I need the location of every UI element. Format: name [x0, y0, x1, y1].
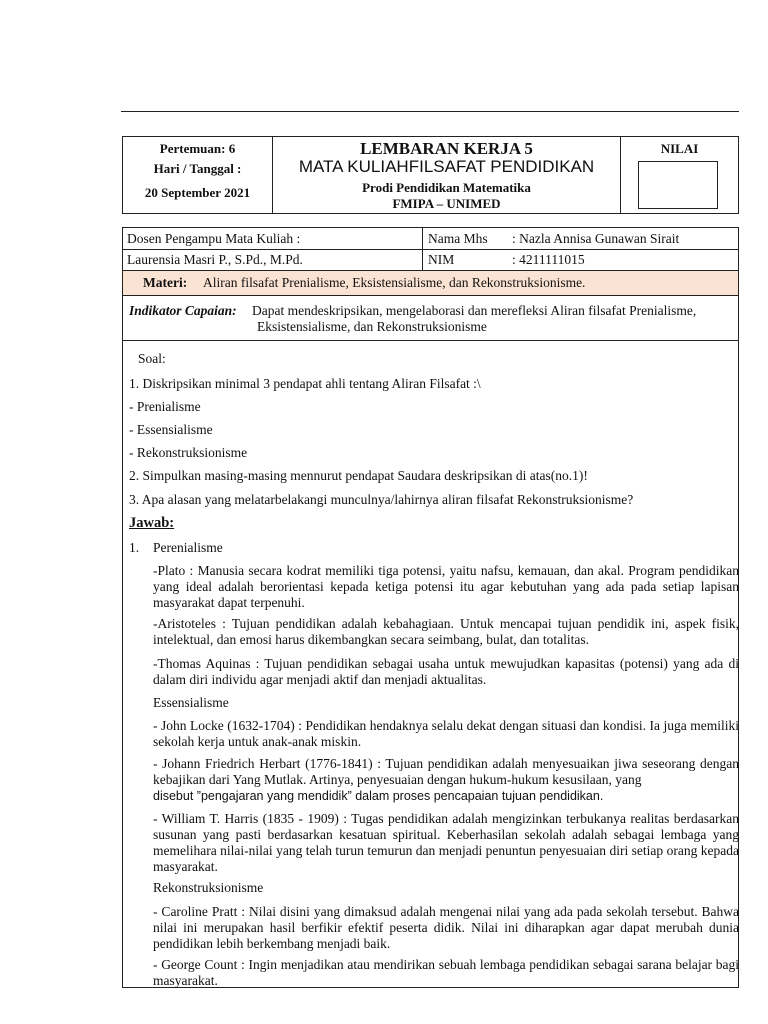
student-name-label: Nama Mhs [428, 231, 488, 246]
lecturer-name: Laurensia Masri P., S.Pd., M.Pd. [127, 252, 303, 267]
day-date-label: Hari / Tanggal : [153, 161, 242, 176]
indicator-label: Indikator Capaian: [129, 303, 237, 318]
title-block [273, 137, 621, 213]
material-label: Materi: [143, 275, 188, 290]
answer-heading: Jawab: [129, 515, 175, 531]
student-name: : Nazla Annisa Gunawan Sirait [512, 231, 680, 246]
question-1-item: - Rekonstruksionisme [129, 445, 248, 460]
indicator-text-line2: Eksistensialisme, dan Rekonstruksionisme [257, 319, 487, 334]
material-row [122, 271, 739, 296]
question-1: 1. Diskripsikan minimal 3 pendapat ahli tentang Aliran Filsafat :\ [129, 376, 481, 391]
meeting-number: Pertemuan: 6 [159, 141, 236, 156]
worksheet-header [122, 136, 739, 214]
paragraph-harris: - William T. Harris (1835 - 1909) : Tugas pendidikan adalah mengizinkan terbukanya realitas berdasarkan susunan yang pasti berdasarkan kesatuan spiritual. Keberhasilan sekolah adalah sebagai lembaga yang memelihara nilai-nilai yang telah turun temurun dan menjadi penuntun penyesuaian diri setiap orang kepada masyarakat. [153, 811, 739, 874]
faculty: FMIPA – UNIMED [392, 196, 501, 211]
paragraph-count: - George Count : Ingin menjadikan atau mendirikan sebuah lembaga pendidikan sebagai sarana belajar bagi masyarakat. [153, 957, 739, 988]
student-id: : 4211111015 [512, 252, 585, 267]
paragraph-aristoteles: -Aristoteles : Tujuan pendidikan adalah kebahagiaan. Untuk mencapai tujuan pendidik ini, aspek fisik, intelektual, dan emosi harus dikembangkan secara seimbang, bulat, dan totalitas. [153, 616, 739, 647]
paragraph-herbart-continued: disebut ”pengajaran yang mendidik” dalam proses pencapaian tujuan pendidikan. [153, 789, 604, 803]
paragraph-plato: -Plato : Manusia secara kodrat memiliki tiga potensi, yaitu nafsu, kemauan, dan akal. Program pendidikan yang ideal adalah berorientasi kepada ketiga potensi itu agar kebutuhan yang ada pada setiap lapisan masyarakat dapat terpenuhi. [153, 563, 739, 610]
course-title: MATA KULIAHFILSAFAT PENDIDIKAN [298, 157, 595, 176]
section-heading: Essensialisme [153, 695, 229, 710]
question-2: 2. Simpulkan masing-masing mennurut pendapat Saudara deskripsikan di atas(no.1)! [129, 468, 588, 483]
question-1-item: - Essensialisme [129, 422, 213, 437]
questions-label: Soal: [138, 351, 166, 366]
section-heading: Perenialisme [153, 540, 223, 555]
paragraph-locke: - John Locke (1632-1704) : Pendidikan hendaknya selalu dekat dengan situasi dan kondisi. Ia juga memiliki sekolah kerja untuk anak-anak miskin. [153, 718, 739, 749]
section-heading: Rekonstruksionisme [153, 880, 264, 895]
question-1-item: - Prenialisme [129, 399, 201, 414]
indicator-text-line1: Dapat mendeskripsikan, mengelaborasi dan merefleksi Aliran filsafat Prenialisme, [252, 303, 697, 318]
lecturer-label: Dosen Pengampu Mata Kuliah : [127, 231, 301, 246]
material-value: Aliran filsafat Prenialisme, Eksistensialisme, dan Rekonstruksionisme. [203, 275, 586, 290]
meeting-info [123, 137, 273, 213]
page-title: LEMBARAN KERJA 5 [360, 139, 533, 158]
question-3: 3. Apa alasan yang melatarbelakangi munculnya/lahirnya aliran filsafat Rekonstruksionisme? [129, 492, 634, 507]
student-id-label: NIM [428, 252, 455, 267]
info-table [122, 227, 739, 271]
meeting-date: 20 September 2021 [144, 185, 251, 200]
indicator-row [122, 296, 739, 341]
answer-number: 1. [129, 540, 140, 555]
paragraph-pratt: - Caroline Pratt : Nilai disini yang dimaksud adalah mengenai nilai yang ada pada sekolah tersebut. Bahwa nilai ini merupakan hasil berfikir efektif peserta didik. Nilai ini diharapkan agar dapat merubah dunia pendidikan lebih berkembang menjadi baik. [153, 904, 739, 951]
grade-label: NILAI [660, 141, 699, 156]
grade-block [621, 137, 738, 213]
grade-box [638, 161, 718, 209]
paragraph-herbart: - Johann Friedrich Herbart (1776-1841) : Tujuan pendidikan adalah menyesuaikan jiwa seseorang dengan kebajikan dari Yang Mutlak. Artinya, penyesuaian dengan hukum-hukum kesusilaan, yang [153, 756, 739, 787]
study-program: Prodi Pendidikan Matematika [362, 180, 531, 195]
top-rule [121, 111, 739, 112]
paragraph-aquinas: -Thomas Aquinas : Tujuan pendidikan sebagai usaha untuk mewujudkan kapasitas (potensi) yang ada di dalam diri individu agar menjadi aktif dan menjadi aktualitas. [153, 656, 739, 687]
